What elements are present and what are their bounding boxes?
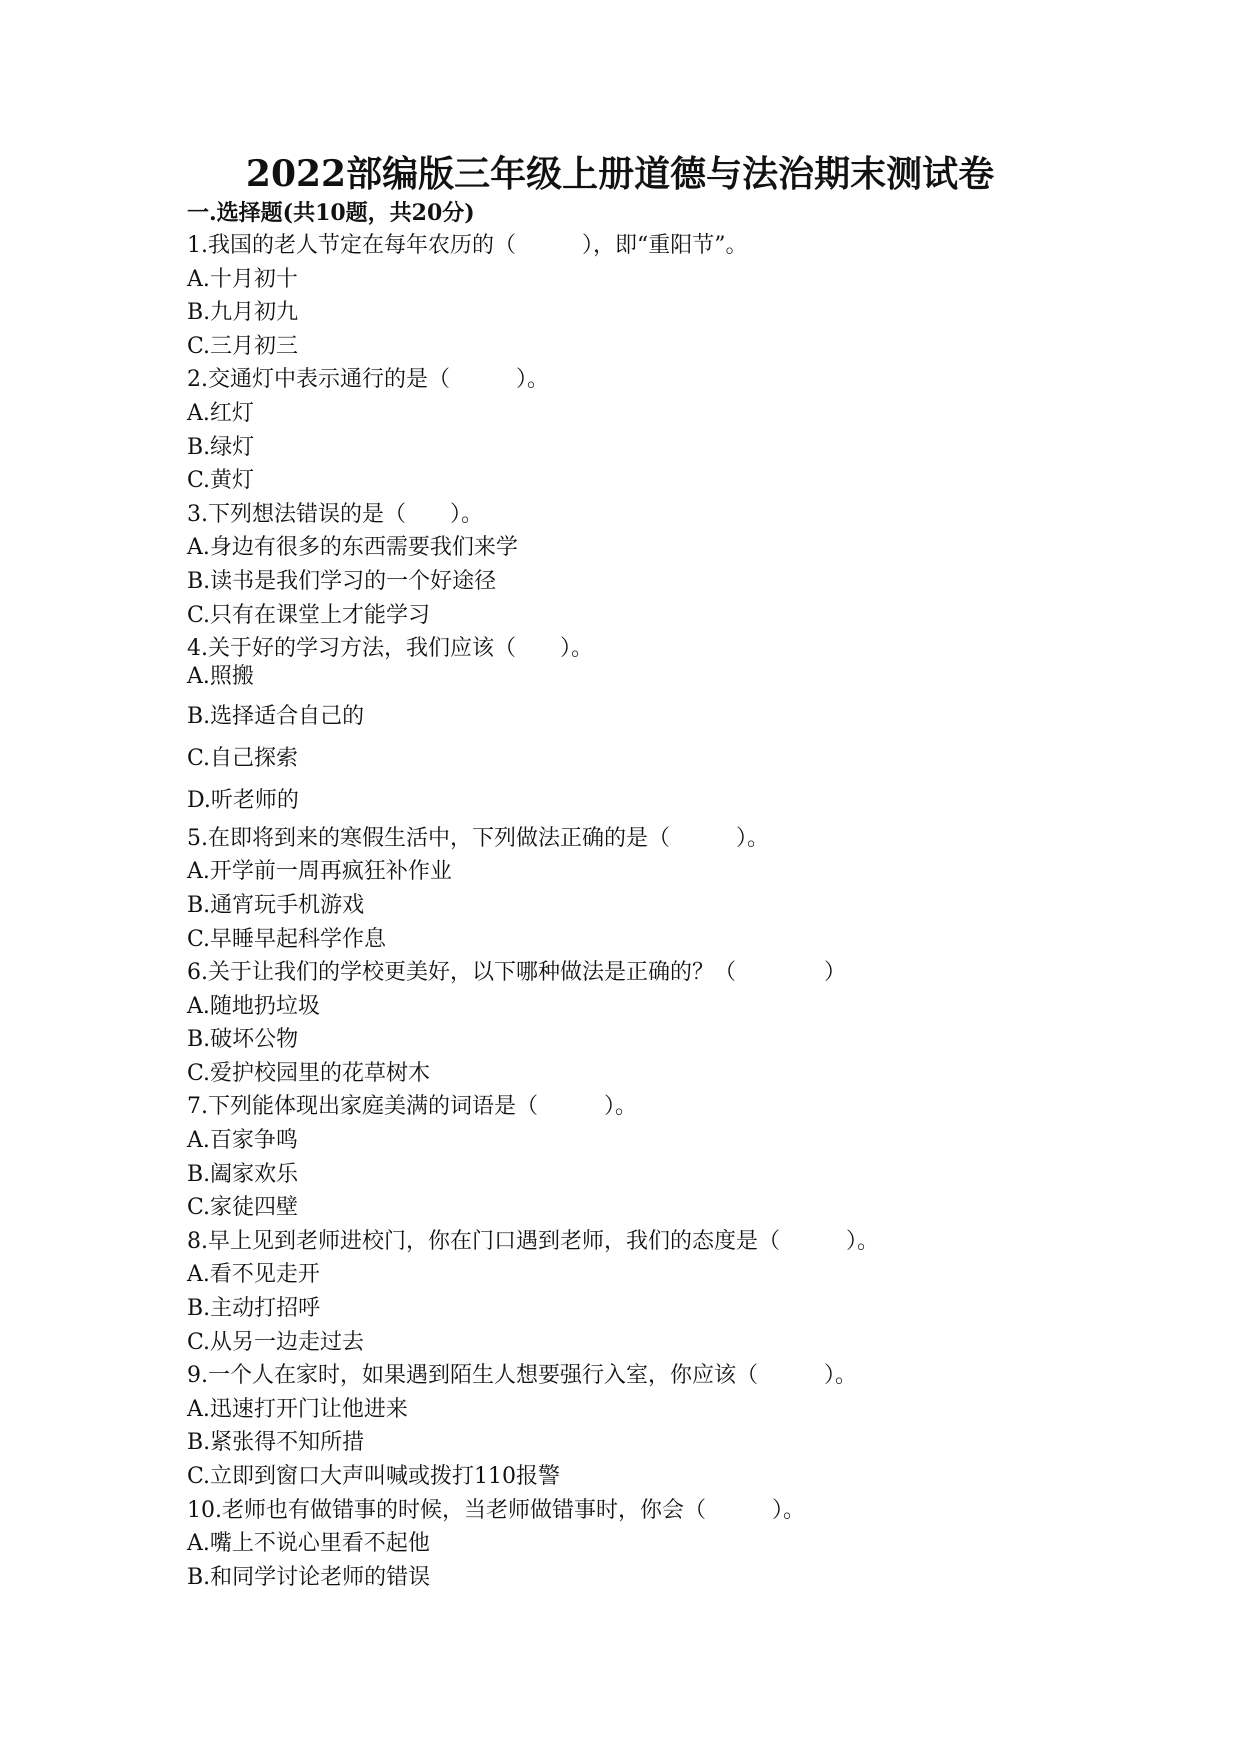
option: B.选择适合自己的 — [187, 703, 365, 729]
option: A.百家争鸣 — [187, 1128, 298, 1154]
option: A.迅速打开门让他进来 — [187, 1396, 408, 1422]
question-stem: 10.老师也有做错事的时候，当老师做错事时，你会（ ）。 — [187, 1497, 805, 1523]
option: A.照搬 — [187, 663, 254, 689]
option: A.随地扔垃圾 — [187, 993, 320, 1019]
option: C.早睡早起科学作息 — [187, 926, 387, 952]
question-stem: 5.在即将到来的寒假生活中，下列做法正确的是（ ）。 — [187, 825, 769, 851]
question-stem: 4.关于好的学习方法，我们应该（ ）。 — [187, 636, 593, 662]
option: A.身边有很多的东西需要我们来学 — [187, 535, 518, 561]
option: C.黄灯 — [187, 468, 255, 494]
option: C.只有在课堂上才能学习 — [187, 602, 431, 628]
question-stem: 9.一个人在家时，如果遇到陌生人想要强行入室，你应该（ ）。 — [187, 1363, 857, 1389]
option: B.破坏公物 — [187, 1027, 299, 1053]
question-4 — [187, 632, 1187, 822]
option: B.九月初九 — [187, 300, 299, 326]
option: C.家徒四壁 — [187, 1195, 299, 1221]
option: C.三月初三 — [187, 333, 299, 359]
option: A.开学前一周再疯狂补作业 — [187, 859, 452, 885]
question-stem: 2.交通灯中表示通行的是（ ）。 — [187, 367, 549, 393]
question-9 — [187, 1359, 1187, 1493]
option: C.自己探索 — [187, 745, 299, 771]
option: A.十月初十 — [187, 266, 298, 292]
option: A.看不见走开 — [187, 1262, 320, 1288]
option: B.紧张得不知所措 — [187, 1430, 365, 1456]
option: B.读书是我们学习的一个好途径 — [187, 568, 497, 594]
option: B.绿灯 — [187, 434, 255, 460]
question-stem: 6.关于让我们的学校更美好，以下哪种做法是正确的？（ ） — [187, 960, 846, 986]
question-1 — [187, 229, 1187, 363]
option: C.立即到窗口大声叫喊或拨打110报警 — [187, 1464, 561, 1489]
question-8 — [187, 1225, 1187, 1359]
option: B.和同学讨论老师的错误 — [187, 1564, 431, 1590]
option: D.听老师的 — [187, 787, 299, 813]
question-stem: 3.下列想法错误的是（ ）。 — [187, 501, 483, 527]
question-3 — [187, 498, 1187, 632]
option: A.嘴上不说心里看不起他 — [187, 1531, 430, 1557]
question-6 — [187, 956, 1187, 1090]
option: B.主动打招呼 — [187, 1296, 321, 1322]
option: C.爱护校园里的花草树木 — [187, 1060, 431, 1086]
option: A.红灯 — [187, 400, 254, 426]
question-10 — [187, 1494, 1187, 1595]
question-2 — [187, 363, 1187, 497]
option: B.阖家欢乐 — [187, 1161, 299, 1187]
question-stem: 7.下列能体现出家庭美满的词语是（ ）。 — [187, 1094, 637, 1120]
page-title: 2022部编版三年级上册道德与法治期末测试卷 — [245, 153, 995, 195]
question-5 — [187, 822, 1187, 956]
question-stem: 8.早上见到老师进校门，你在门口遇到老师，我们的态度是（ ）。 — [187, 1228, 879, 1254]
option: B.通宵玩手机游戏 — [187, 892, 365, 918]
question-list — [187, 229, 1187, 1594]
question-7 — [187, 1090, 1187, 1224]
section-heading: 一.选择题(共10题，共20分) — [187, 200, 475, 226]
question-stem: 1.我国的老人节定在每年农历的（ ），即“重阳节”。 — [187, 233, 748, 258]
option: C.从另一边走过去 — [187, 1329, 365, 1355]
